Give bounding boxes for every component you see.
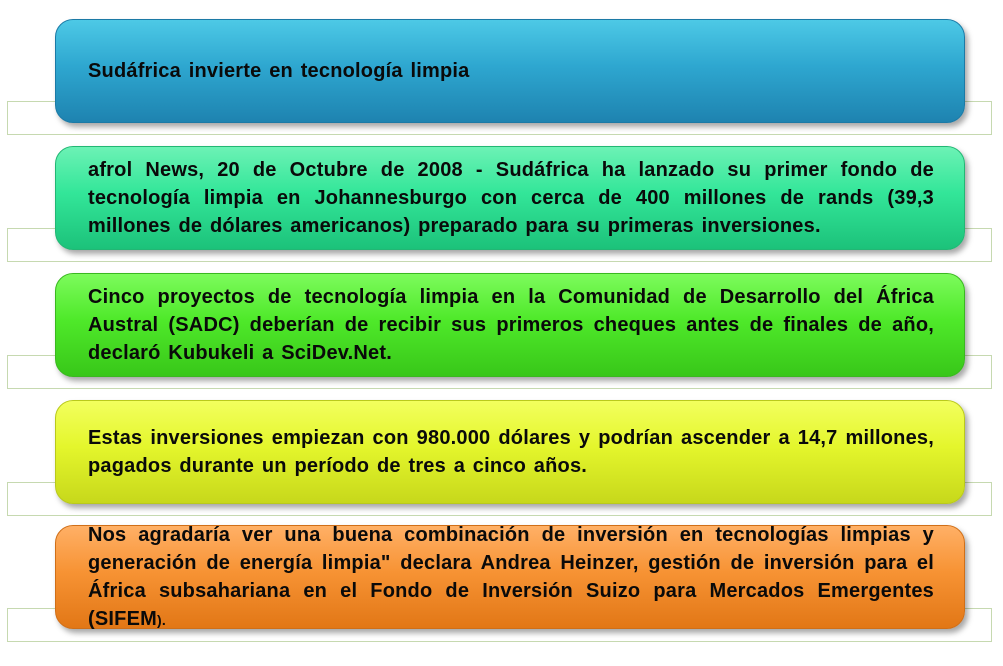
step-2-bar	[55, 146, 965, 250]
step-4-text: Estas inversiones empiezan con 980.000 dólares y podrían ascender a 14,7 millones, pagados durante un período de tres a cinco años.	[88, 427, 934, 477]
step-3-bar	[55, 273, 965, 377]
step-5-text-container	[88, 521, 934, 634]
step-1-bar	[55, 19, 965, 123]
step-5-text: Nos agradaría ver una buena combinación de inversión en tecnologías limpias y generación de energía limpia" declara Andrea Heinzer, gestión de inversión para el África subsahariana en el Fondo de Inversión Suizo para Mercados Emergentes (SIFEM	[88, 523, 934, 630]
step-2-text: afrol News, 20 de Octubre de 2008 - Sudáfrica ha lanzado su primer fondo de tecnología limpia en Johannesburgo con cerca de 400 millones de rands (39,3 millones de dólares americanos) preparado para su primeras inversiones.	[88, 159, 934, 237]
step-5-suffix: ).	[156, 611, 166, 628]
step-3-text: Cinco proyectos de tecnología limpia en la Comunidad de Desarrollo del África Austral (SADC) deberían de recibir sus primeros cheques antes de finales de año, declaró Kubukeli a SciDev.Net.	[88, 286, 934, 364]
step-5-bar	[55, 525, 965, 629]
step-4-bar	[55, 400, 965, 504]
step-1-text: Sudáfrica invierte en tecnología limpia	[88, 60, 470, 82]
